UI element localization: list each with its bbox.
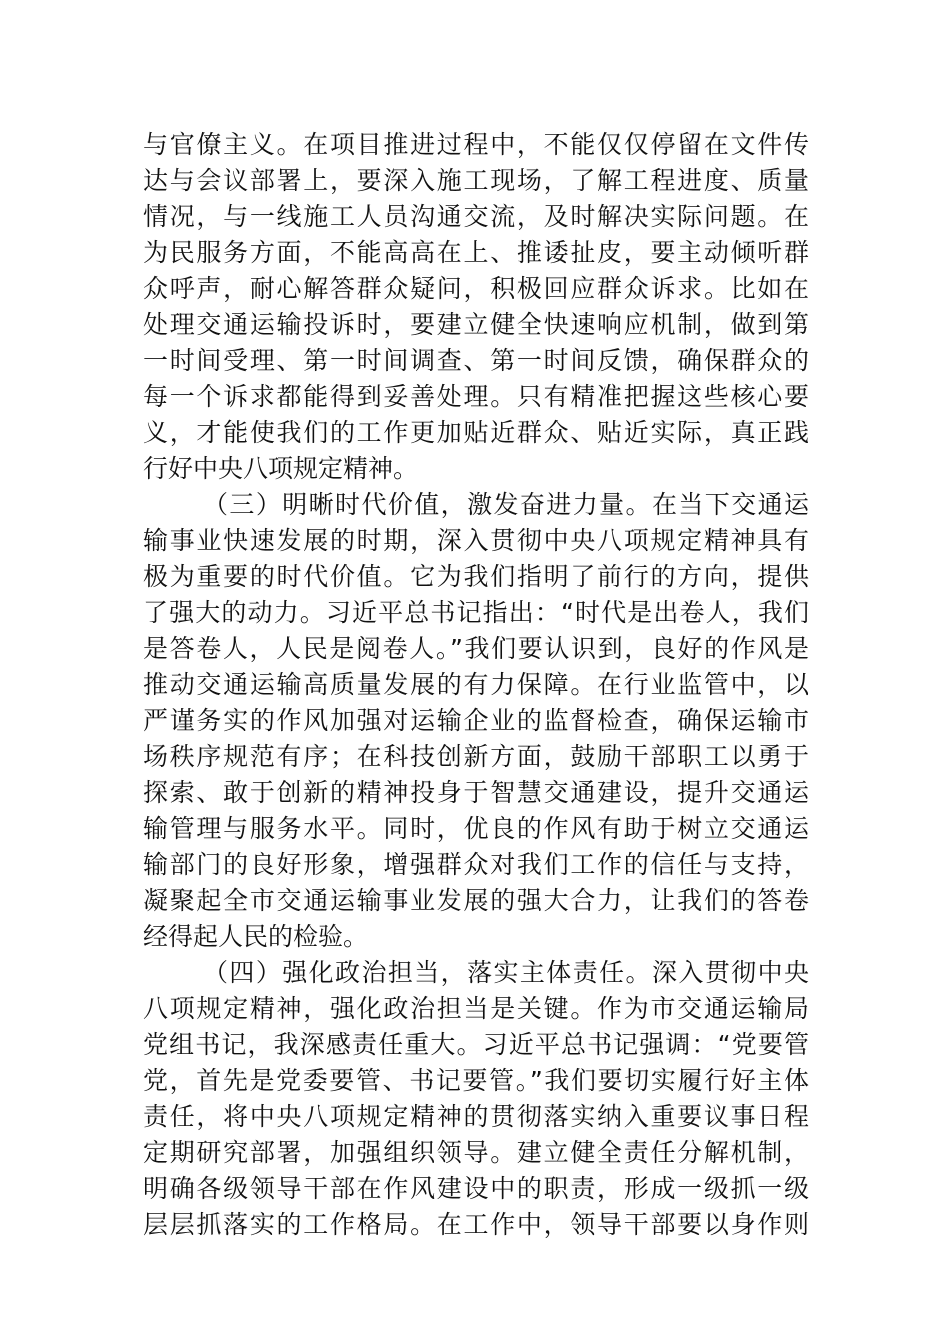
text-line: 情况，与一线施工人员沟通交流，及时解决实际问题。在 (143, 202, 809, 231)
text-line: 一时间受理、第一时间调查、第一时间反馈，确保群众的 (143, 346, 809, 375)
text-line: 义，才能使我们的工作更加贴近群众、贴近实际，真正践 (143, 418, 809, 447)
paragraph-end-line: 行好中央八项规定精神。 (143, 454, 419, 483)
text-line: 每一个诉求都能得到妥善处理。只有精准把握这些核心要 (143, 382, 809, 411)
text-line: 党组书记，我深感责任重大。习近平总书记强调：“党要管 (143, 1030, 809, 1059)
document-body (143, 127, 809, 1243)
text-line: 推动交通运输高质量发展的有力保障。在行业监管中，以 (143, 670, 809, 699)
text-line: 明确各级领导干部在作风建设中的职责，形成一级抓一级 (143, 1174, 809, 1203)
section-heading-line: （三）明晰时代价值，激发奋进力量。在当下交通运 (203, 490, 809, 519)
text-line: 极为重要的时代价值。它为我们指明了前行的方向，提供 (143, 562, 809, 591)
text-line: 凝聚起全市交通运输事业发展的强大合力，让我们的答卷 (143, 886, 809, 915)
text-line: 众呼声，耐心解答群众疑问，积极回应群众诉求。比如在 (143, 274, 809, 303)
text-line: 党，首先是党委要管、书记要管。”我们要切实履行好主体 (143, 1066, 809, 1095)
text-line: 输管理与服务水平。同时，优良的作风有助于树立交通运 (143, 814, 809, 843)
text-line: 场秩序规范有序；在科技创新方面，鼓励干部职工以勇于 (143, 742, 809, 771)
text-line: 层层抓落实的工作格局。在工作中，领导干部要以身作则 (143, 1210, 809, 1239)
text-line: 是答卷人，人民是阅卷人。”我们要认识到，良好的作风是 (143, 634, 809, 663)
section-heading-line: （四）强化政治担当，落实主体责任。深入贯彻中央 (203, 958, 809, 987)
text-line: 处理交通运输投诉时，要建立健全快速响应机制，做到第 (143, 310, 809, 339)
text-line: 定期研究部署，加强组织领导。建立健全责任分解机制， (143, 1138, 809, 1167)
text-line: 输部门的良好形象，增强群众对我们工作的信任与支持， (143, 850, 809, 879)
text-line: 与官僚主义。在项目推进过程中，不能仅仅停留在文件传 (143, 130, 809, 159)
text-line: 输事业快速发展的时期，深入贯彻中央八项规定精神具有 (143, 526, 809, 555)
text-line: 为民服务方面，不能高高在上、推诿扯皮，要主动倾听群 (143, 238, 809, 267)
text-line: 了强大的动力。习近平总书记指出：“时代是出卷人，我们 (143, 598, 809, 627)
text-line: 探索、敢于创新的精神投身于智慧交通建设，提升交通运 (143, 778, 809, 807)
text-line: 八项规定精神，强化政治担当是关键。作为市交通运输局 (143, 994, 809, 1023)
text-line: 达与会议部署上，要深入施工现场，了解工程进度、质量 (143, 166, 809, 195)
paragraph-end-line: 经得起人民的检验。 (143, 922, 369, 951)
text-line: 责任，将中央八项规定精神的贯彻落实纳入重要议事日程 (143, 1102, 809, 1131)
text-line: 严谨务实的作风加强对运输企业的监督检查，确保运输市 (143, 706, 809, 735)
